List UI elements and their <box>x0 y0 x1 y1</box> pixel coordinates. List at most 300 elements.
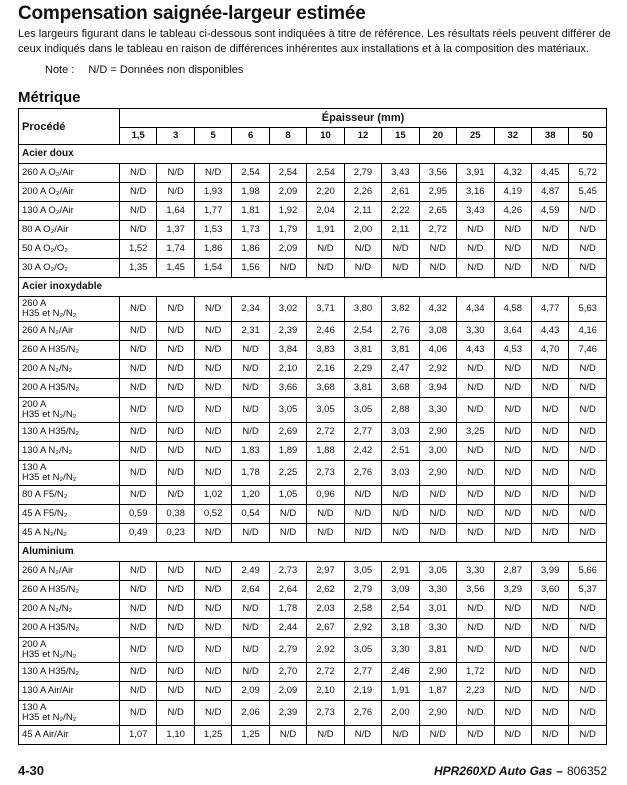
kerf-value-cell: 2,64 <box>232 581 269 600</box>
kerf-value-cell: N/D <box>382 240 419 259</box>
kerf-value-cell: 1,86 <box>232 240 269 259</box>
kerf-value-cell: 2,79 <box>344 164 381 183</box>
kerf-value-cell: 2,00 <box>382 701 419 726</box>
thickness-col-header: 8 <box>269 128 306 145</box>
kerf-value-cell: 0,23 <box>157 524 194 543</box>
process-cell <box>19 360 120 379</box>
kerf-value-cell: N/D <box>194 663 231 682</box>
kerf-value-cell: 1,78 <box>232 461 269 486</box>
process-cell <box>19 164 120 183</box>
kerf-value-cell: 1,45 <box>157 259 194 278</box>
kerf-value-cell: N/D <box>457 486 494 505</box>
kerf-value-cell: 2,92 <box>419 360 456 379</box>
kerf-value-cell: 1,89 <box>269 442 306 461</box>
kerf-value-cell: 4,53 <box>494 341 531 360</box>
kerf-value-cell: 4,43 <box>457 341 494 360</box>
kerf-value-cell: N/D <box>569 638 607 663</box>
process-label: 200 A O₂/Air <box>22 186 74 197</box>
table-row <box>19 423 607 442</box>
kerf-value-cell: 2,90 <box>419 461 456 486</box>
table-row <box>19 259 607 278</box>
kerf-value-cell: 3,30 <box>419 398 456 423</box>
process-cell <box>19 581 120 600</box>
kerf-value-cell: N/D <box>531 486 568 505</box>
kerf-value-cell: N/D <box>120 682 157 701</box>
kerf-value-cell: 2,54 <box>344 322 381 341</box>
kerf-value-cell: N/D <box>531 442 568 461</box>
kerf-value-cell: 5,72 <box>569 164 607 183</box>
kerf-value-cell: 3,05 <box>344 638 381 663</box>
footer-doc-info <box>434 764 607 778</box>
kerf-value-cell: N/D <box>120 164 157 183</box>
kerf-value-cell: N/D <box>494 461 531 486</box>
kerf-value-cell: N/D <box>157 379 194 398</box>
kerf-value-cell: N/D <box>531 600 568 619</box>
kerf-value-cell: N/D <box>419 524 456 543</box>
thickness-col-header: 1,5 <box>120 128 157 145</box>
kerf-value-cell: 0,52 <box>194 505 231 524</box>
kerf-value-cell: N/D <box>531 505 568 524</box>
kerf-value-cell: 1,07 <box>120 726 157 745</box>
kerf-value-cell: N/D <box>194 600 231 619</box>
process-cell <box>19 726 120 745</box>
kerf-value-cell: N/D <box>531 221 568 240</box>
kerf-value-cell: N/D <box>569 505 607 524</box>
kerf-value-cell: 2,25 <box>269 461 306 486</box>
kerf-value-cell: N/D <box>457 259 494 278</box>
kerf-value-cell: 2,90 <box>419 423 456 442</box>
kerf-value-cell: N/D <box>157 682 194 701</box>
kerf-value-cell: 3,68 <box>307 379 344 398</box>
material-group-label: Aluminium <box>19 543 607 562</box>
kerf-value-cell: 1,83 <box>232 442 269 461</box>
kerf-value-cell: N/D <box>569 379 607 398</box>
kerf-value-cell: N/D <box>344 505 381 524</box>
kerf-value-cell: 4,59 <box>531 202 568 221</box>
kerf-value-cell: 3,83 <box>307 341 344 360</box>
process-label-line2: H35 et N₂/N₂ <box>22 649 77 660</box>
kerf-value-cell: 3,80 <box>344 297 381 322</box>
kerf-value-cell: N/D <box>569 486 607 505</box>
kerf-value-cell: N/D <box>120 638 157 663</box>
kerf-value-cell: 3,81 <box>382 341 419 360</box>
kerf-value-cell: 1,25 <box>194 726 231 745</box>
kerf-value-cell: N/D <box>569 240 607 259</box>
kerf-value-cell: N/D <box>569 423 607 442</box>
process-cell <box>19 221 120 240</box>
kerf-value-cell: 3,43 <box>457 202 494 221</box>
kerf-value-cell: 3,71 <box>307 297 344 322</box>
kerf-value-cell: N/D <box>157 360 194 379</box>
kerf-value-cell: N/D <box>157 183 194 202</box>
thickness-col-header: 3 <box>157 128 194 145</box>
process-label-line2: H35 et N₂/N₂ <box>22 409 77 420</box>
kerf-value-cell: N/D <box>344 259 381 278</box>
kerf-value-cell: N/D <box>194 442 231 461</box>
kerf-value-cell: N/D <box>494 398 531 423</box>
process-label: 50 A O₂/O₂ <box>22 243 68 254</box>
kerf-value-cell: N/D <box>194 297 231 322</box>
kerf-value-cell: N/D <box>307 259 344 278</box>
kerf-value-cell: N/D <box>194 638 231 663</box>
process-label: 130 A Air/Air <box>22 685 74 696</box>
kerf-value-cell: 1,54 <box>194 259 231 278</box>
kerf-value-cell: N/D <box>569 360 607 379</box>
process-label: 200 A H35/N₂ <box>22 622 80 633</box>
kerf-value-cell: 2,76 <box>344 701 381 726</box>
process-label: 200 A <box>22 399 47 410</box>
process-cell <box>19 663 120 682</box>
kerf-value-cell: 3,64 <box>494 322 531 341</box>
process-cell <box>19 524 120 543</box>
kerf-value-cell: 2,54 <box>232 164 269 183</box>
kerf-value-cell: N/D <box>419 259 456 278</box>
table-row <box>19 581 607 600</box>
kerf-value-cell: 3,00 <box>419 442 456 461</box>
kerf-value-cell: 1,92 <box>269 202 306 221</box>
kerf-value-cell: N/D <box>120 341 157 360</box>
kerf-value-cell: N/D <box>307 524 344 543</box>
process-label: 30 A O₂/O₂ <box>22 262 68 273</box>
kerf-value-cell: N/D <box>269 505 306 524</box>
process-cell <box>19 600 120 619</box>
kerf-value-cell: N/D <box>494 638 531 663</box>
kerf-value-cell: N/D <box>307 505 344 524</box>
process-cell <box>19 486 120 505</box>
kerf-value-cell: 1,98 <box>232 183 269 202</box>
kerf-value-cell: 2,09 <box>269 183 306 202</box>
kerf-value-cell: 1,10 <box>157 726 194 745</box>
kerf-value-cell: 2,72 <box>307 423 344 442</box>
kerf-value-cell: N/D <box>569 442 607 461</box>
kerf-value-cell: N/D <box>157 562 194 581</box>
process-label-line2: H35 et N₂/N₂ <box>22 472 77 483</box>
kerf-value-cell: N/D <box>157 423 194 442</box>
kerf-value-cell: N/D <box>120 701 157 726</box>
thickness-col-header: 50 <box>569 128 607 145</box>
kerf-value-cell: 2,70 <box>269 663 306 682</box>
kerf-value-cell: 2,34 <box>232 297 269 322</box>
kerf-value-cell: N/D <box>120 379 157 398</box>
kerf-value-cell: N/D <box>120 600 157 619</box>
kerf-value-cell: N/D <box>120 360 157 379</box>
table-row <box>19 663 607 682</box>
product-name: HPR260XD Auto Gas <box>434 764 553 778</box>
kerf-value-cell: N/D <box>194 581 231 600</box>
kerf-value-cell: 3,66 <box>269 379 306 398</box>
process-cell <box>19 379 120 398</box>
table-row <box>19 524 607 543</box>
kerf-value-cell: 1,73 <box>232 221 269 240</box>
kerf-value-cell: N/D <box>120 562 157 581</box>
kerf-value-cell: 4,70 <box>531 341 568 360</box>
kerf-value-cell: 2,73 <box>307 461 344 486</box>
process-cell <box>19 619 120 638</box>
kerf-value-cell: N/D <box>120 398 157 423</box>
process-label: 45 A N₂/N₂ <box>22 527 67 538</box>
process-cell <box>19 202 120 221</box>
kerf-value-cell: N/D <box>194 379 231 398</box>
kerf-value-cell: 2,88 <box>382 398 419 423</box>
kerf-value-cell: N/D <box>232 379 269 398</box>
kerf-value-cell: 4,43 <box>531 322 568 341</box>
process-label: 260 A H35/N₂ <box>22 584 80 595</box>
kerf-value-cell: 3,01 <box>419 600 456 619</box>
kerf-value-cell: 5,45 <box>569 183 607 202</box>
kerf-value-cell: 2,11 <box>382 221 419 240</box>
kerf-value-cell: 2,62 <box>307 581 344 600</box>
kerf-value-cell: N/D <box>120 423 157 442</box>
kerf-value-cell: N/D <box>194 341 231 360</box>
kerf-value-cell: N/D <box>494 442 531 461</box>
kerf-value-cell: 0,96 <box>307 486 344 505</box>
process-label-line2: H35 et N₂/N₂ <box>22 308 77 319</box>
kerf-value-cell: 2,91 <box>382 562 419 581</box>
kerf-value-cell: 2,61 <box>382 183 419 202</box>
table-row <box>19 619 607 638</box>
process-cell <box>19 240 120 259</box>
kerf-value-cell: 2,44 <box>269 619 306 638</box>
material-group-label: Acier doux <box>19 145 607 164</box>
kerf-value-cell: N/D <box>494 360 531 379</box>
kerf-value-cell: N/D <box>531 461 568 486</box>
kerf-value-cell: N/D <box>344 726 381 745</box>
kerf-value-cell: 1,37 <box>157 221 194 240</box>
kerf-value-cell: 2,39 <box>269 322 306 341</box>
kerf-value-cell: N/D <box>382 259 419 278</box>
kerf-value-cell: N/D <box>457 524 494 543</box>
kerf-value-cell: N/D <box>419 240 456 259</box>
kerf-value-cell: N/D <box>269 726 306 745</box>
kerf-value-cell: N/D <box>569 663 607 682</box>
note-label: Note : <box>45 64 75 76</box>
kerf-value-cell: 1,91 <box>382 682 419 701</box>
kerf-value-cell: 3,99 <box>531 562 568 581</box>
process-label: 200 A H35/N₂ <box>22 382 80 393</box>
kerf-value-cell: 3,03 <box>382 423 419 442</box>
thickness-col-header: 20 <box>419 128 456 145</box>
kerf-value-cell: 0,59 <box>120 505 157 524</box>
kerf-value-cell: N/D <box>194 423 231 442</box>
kerf-value-cell: N/D <box>419 505 456 524</box>
kerf-value-cell: N/D <box>194 360 231 379</box>
kerf-width-table <box>18 108 607 745</box>
kerf-value-cell: N/D <box>494 505 531 524</box>
kerf-value-cell: N/D <box>494 486 531 505</box>
kerf-value-cell: N/D <box>457 701 494 726</box>
kerf-value-cell: N/D <box>269 259 306 278</box>
kerf-value-cell: N/D <box>494 423 531 442</box>
kerf-value-cell: N/D <box>269 524 306 543</box>
kerf-value-cell: 3,81 <box>419 638 456 663</box>
kerf-value-cell: 3,25 <box>457 423 494 442</box>
kerf-value-cell: 2,97 <box>307 562 344 581</box>
kerf-value-cell: 2,54 <box>382 600 419 619</box>
kerf-value-cell: 3,68 <box>382 379 419 398</box>
kerf-value-cell: N/D <box>457 360 494 379</box>
kerf-value-cell: 2,47 <box>382 360 419 379</box>
kerf-value-cell: 2,03 <box>307 600 344 619</box>
process-cell <box>19 562 120 581</box>
material-group-row <box>19 543 607 562</box>
kerf-value-cell: N/D <box>120 619 157 638</box>
kerf-value-cell: N/D <box>120 581 157 600</box>
kerf-value-cell: N/D <box>531 663 568 682</box>
kerf-value-cell: N/D <box>569 221 607 240</box>
table-row <box>19 240 607 259</box>
kerf-value-cell: 2,22 <box>382 202 419 221</box>
kerf-value-cell: 1,77 <box>194 202 231 221</box>
kerf-value-cell: N/D <box>494 682 531 701</box>
table-row <box>19 505 607 524</box>
kerf-value-cell: 3,91 <box>457 164 494 183</box>
kerf-value-cell: N/D <box>232 423 269 442</box>
process-label: 260 A N₂/Air <box>22 325 74 336</box>
kerf-value-cell: 2,64 <box>269 581 306 600</box>
table-row <box>19 701 607 726</box>
kerf-value-cell: 4,19 <box>494 183 531 202</box>
process-cell <box>19 701 120 726</box>
process-cell <box>19 505 120 524</box>
kerf-value-cell: N/D <box>494 240 531 259</box>
kerf-value-cell: N/D <box>457 505 494 524</box>
kerf-value-cell: N/D <box>494 379 531 398</box>
process-cell <box>19 423 120 442</box>
kerf-value-cell: 2,23 <box>457 682 494 701</box>
kerf-value-cell: N/D <box>531 423 568 442</box>
process-label: 80 A O₂/Air <box>22 224 69 235</box>
kerf-value-cell: 1,52 <box>120 240 157 259</box>
process-label: 260 A O₂/Air <box>22 167 74 178</box>
kerf-value-cell: N/D <box>457 638 494 663</box>
kerf-value-cell: 1,02 <box>194 486 231 505</box>
kerf-value-cell: N/D <box>157 461 194 486</box>
process-cell <box>19 297 120 322</box>
kerf-value-cell: 3,29 <box>494 581 531 600</box>
kerf-value-cell: 5,63 <box>569 297 607 322</box>
table-row <box>19 322 607 341</box>
kerf-value-cell: N/D <box>157 322 194 341</box>
kerf-value-cell: 2,19 <box>344 682 381 701</box>
kerf-value-cell: 3,60 <box>531 581 568 600</box>
kerf-value-cell: 2,58 <box>344 600 381 619</box>
material-group-row <box>19 145 607 164</box>
kerf-value-cell: N/D <box>157 701 194 726</box>
kerf-value-cell: 3,18 <box>382 619 419 638</box>
kerf-value-cell: N/D <box>382 486 419 505</box>
kerf-value-cell: N/D <box>120 297 157 322</box>
kerf-value-cell: 2,39 <box>269 701 306 726</box>
kerf-value-cell: 2,87 <box>494 562 531 581</box>
table-row <box>19 360 607 379</box>
thickness-col-header: 32 <box>494 128 531 145</box>
table-row <box>19 442 607 461</box>
kerf-value-cell: N/D <box>120 322 157 341</box>
kerf-value-cell: N/D <box>120 221 157 240</box>
kerf-value-cell: 2,72 <box>419 221 456 240</box>
kerf-value-cell: 2,65 <box>419 202 456 221</box>
kerf-value-cell: 3,05 <box>344 562 381 581</box>
kerf-value-cell: N/D <box>494 221 531 240</box>
kerf-value-cell: 2,26 <box>344 183 381 202</box>
process-cell <box>19 183 120 202</box>
kerf-value-cell: 2,09 <box>269 682 306 701</box>
kerf-value-cell: 4,32 <box>419 297 456 322</box>
kerf-value-cell: 2,73 <box>269 562 306 581</box>
thickness-col-header: 25 <box>457 128 494 145</box>
kerf-value-cell: 1,72 <box>457 663 494 682</box>
kerf-value-cell: N/D <box>457 442 494 461</box>
kerf-value-cell: N/D <box>120 442 157 461</box>
kerf-value-cell: N/D <box>569 398 607 423</box>
kerf-value-cell: N/D <box>531 259 568 278</box>
kerf-value-cell: 1,88 <box>307 442 344 461</box>
kerf-value-cell: 1,81 <box>232 202 269 221</box>
kerf-value-cell: 3,56 <box>457 581 494 600</box>
kerf-value-cell: N/D <box>157 663 194 682</box>
kerf-value-cell: N/D <box>194 461 231 486</box>
kerf-value-cell: N/D <box>531 638 568 663</box>
kerf-value-cell: 3,05 <box>344 398 381 423</box>
kerf-value-cell: N/D <box>307 726 344 745</box>
kerf-value-cell: 5,37 <box>569 581 607 600</box>
kerf-value-cell: N/D <box>569 461 607 486</box>
kerf-value-cell: N/D <box>569 619 607 638</box>
kerf-value-cell: N/D <box>531 701 568 726</box>
process-label-line2: H35 et N₂/N₂ <box>22 712 77 723</box>
kerf-value-cell: N/D <box>194 562 231 581</box>
kerf-value-cell: N/D <box>531 619 568 638</box>
kerf-value-cell: N/D <box>382 505 419 524</box>
process-label: 200 A N₂/N₂ <box>22 603 73 614</box>
kerf-value-cell: 2,11 <box>344 202 381 221</box>
kerf-value-cell: N/D <box>232 341 269 360</box>
kerf-value-cell: N/D <box>531 360 568 379</box>
note <box>45 64 243 76</box>
process-label: 200 A <box>22 639 47 650</box>
kerf-value-cell: N/D <box>494 619 531 638</box>
kerf-value-cell: N/D <box>120 486 157 505</box>
process-label: 260 A H35/N₂ <box>22 344 80 355</box>
process-label: 200 A N₂/N₂ <box>22 363 73 374</box>
kerf-value-cell: N/D <box>157 341 194 360</box>
kerf-value-cell: N/D <box>419 486 456 505</box>
page-number: 4-30 <box>18 763 45 778</box>
table-row <box>19 726 607 745</box>
kerf-value-cell: N/D <box>232 638 269 663</box>
kerf-value-cell: N/D <box>569 259 607 278</box>
kerf-value-cell: 2,42 <box>344 442 381 461</box>
kerf-value-cell: 3,09 <box>382 581 419 600</box>
kerf-value-cell: 2,77 <box>344 663 381 682</box>
table-row <box>19 341 607 360</box>
kerf-value-cell: N/D <box>120 183 157 202</box>
process-label: 130 A <box>22 702 47 713</box>
table-row <box>19 682 607 701</box>
kerf-value-cell: 3,30 <box>457 322 494 341</box>
kerf-value-cell: 2,46 <box>307 322 344 341</box>
kerf-value-cell: N/D <box>194 619 231 638</box>
table-row <box>19 164 607 183</box>
kerf-value-cell: N/D <box>531 379 568 398</box>
kerf-value-cell: 3,08 <box>419 322 456 341</box>
kerf-value-cell: N/D <box>120 461 157 486</box>
kerf-value-cell: N/D <box>232 360 269 379</box>
kerf-value-cell: N/D <box>457 379 494 398</box>
kerf-value-cell: 1,64 <box>157 202 194 221</box>
kerf-value-cell: N/D <box>232 619 269 638</box>
kerf-value-cell: N/D <box>344 486 381 505</box>
